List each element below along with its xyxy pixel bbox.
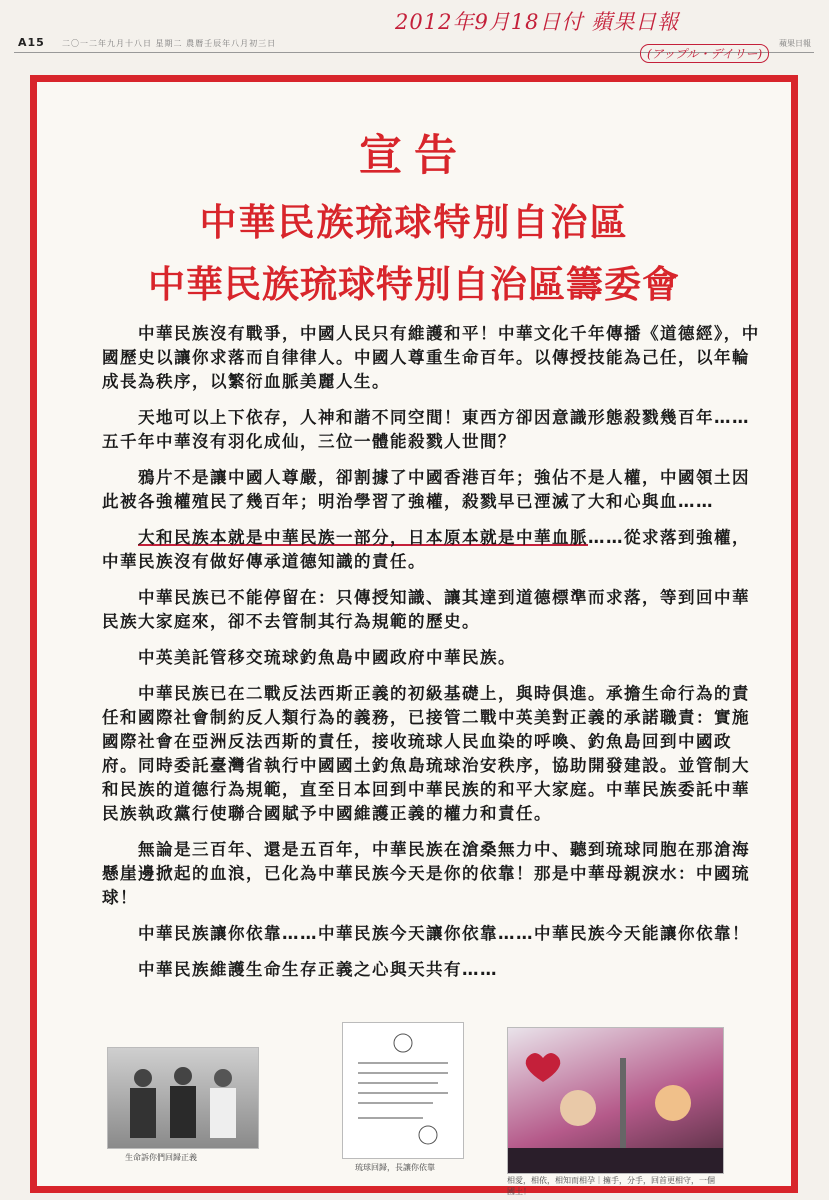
document-image <box>342 1022 464 1159</box>
handwritten-note: 2012年9月18日付 蘋果日報 <box>395 10 680 34</box>
document-caption: 琉球回歸，長讓你依靠 <box>355 1163 435 1172</box>
ad-body <box>102 322 762 994</box>
publication-name: 蘋果日報 <box>779 39 811 48</box>
photo-caption: 生命訴你們回歸正義 <box>125 1153 197 1162</box>
ad-title: 宣告 <box>359 131 469 181</box>
certificate-icon <box>343 1023 463 1158</box>
historic-photo <box>107 1047 259 1149</box>
ad-subtitle-2: 中華民族琉球特別自治區籌委會 <box>148 263 680 306</box>
page-number: A15 <box>18 36 45 49</box>
handwritten-note-sub: (アップル・デイリー) <box>640 44 769 63</box>
paragraph: 中華民族沒有戰爭，中國人民只有維護和平！中華文化千年傳播《道德經》，中國歷史以讓你求落而自律律人。中國人尊重生命百年。以傳授技能為己任，以年輪成長為秩序，以繁衍血脈美麗人生。 <box>102 324 760 391</box>
poster-caption: 相愛，相依，相知而相孕｜擁手，分手，回首更相守，一個國土！ <box>507 1176 715 1196</box>
paragraph: 中華民族已在二戰反法西斯正義的初級基礎上，與時俱進。承擔生命行為的責任和國際社會制約反人類行為的義務，已接管二戰中英美對正義的承諾職責：實施國際社會在亞洲反法西斯的責任，接收琉球人民血染的呼喚、釣魚島回到中國政府。同時委託臺灣省執行中國國土釣魚島琉球治安秩序，協助開發建設。並管制大和民族的道德行為規範，直至日本回到中華民族的和平大家庭。中華民族委託中華民族執政黨行使聯合國賦予中國維護正義的權力和責任。 <box>102 684 750 823</box>
paragraph: 中英美託管移交琉球釣魚島中國政府中華民族。 <box>138 648 516 667</box>
poster-image <box>507 1027 724 1174</box>
paragraph-tail: ……從求落到強權，中華民族沒有做好傳承道德知識的責任。 <box>102 528 750 571</box>
paragraph: 鴉片不是讓中國人尊嚴，卻割據了中國香港百年；強佔不是人權，中國領土因此被各強權殖民了幾百年；明治學習了強權，殺戮早已湮滅了大和心與血…… <box>102 468 750 511</box>
ad-subtitle-1: 中華民族琉球特別自治區 <box>199 201 629 244</box>
underlined-statement: 大和民族本就是中華民族一部分，日本原本就是中華血脈 <box>138 528 588 547</box>
issue-date: 二〇一二年九月十八日 星期二 農曆壬辰年八月初三日 <box>62 39 277 48</box>
advertisement-frame <box>30 75 798 1196</box>
poster-graphic-icon <box>508 1028 723 1173</box>
people-silhouette-icon <box>108 1048 258 1148</box>
paragraph: 天地可以上下依存，人神和諧不同空間！東西方卻因意識形態殺戮幾百年……五千年中華沒有羽化成仙，三位一體能殺戮人世間？ <box>102 408 750 451</box>
paragraph: 無論是三百年、還是五百年，中華民族在滄桑無力中、聽到琉球同胞在那滄海懸崖邊掀起的血浪，已化為中華民族今天是你的依靠！那是中華母親淚水：中國琉球！ <box>102 840 750 907</box>
highlight-paragraph <box>102 526 762 574</box>
paragraph: 中華民族讓你依靠……中華民族今天讓你依靠……中華民族今天能讓你依靠！ <box>138 924 750 943</box>
paragraph: 中華民族維護生命生存正義之心與天共有…… <box>138 960 498 979</box>
paragraph: 中華民族已不能停留在：只傳授知識、讓其達到道德標準而求落，等到回中華民族大家庭來，卻不去管制其行為規範的歷史。 <box>102 588 750 631</box>
